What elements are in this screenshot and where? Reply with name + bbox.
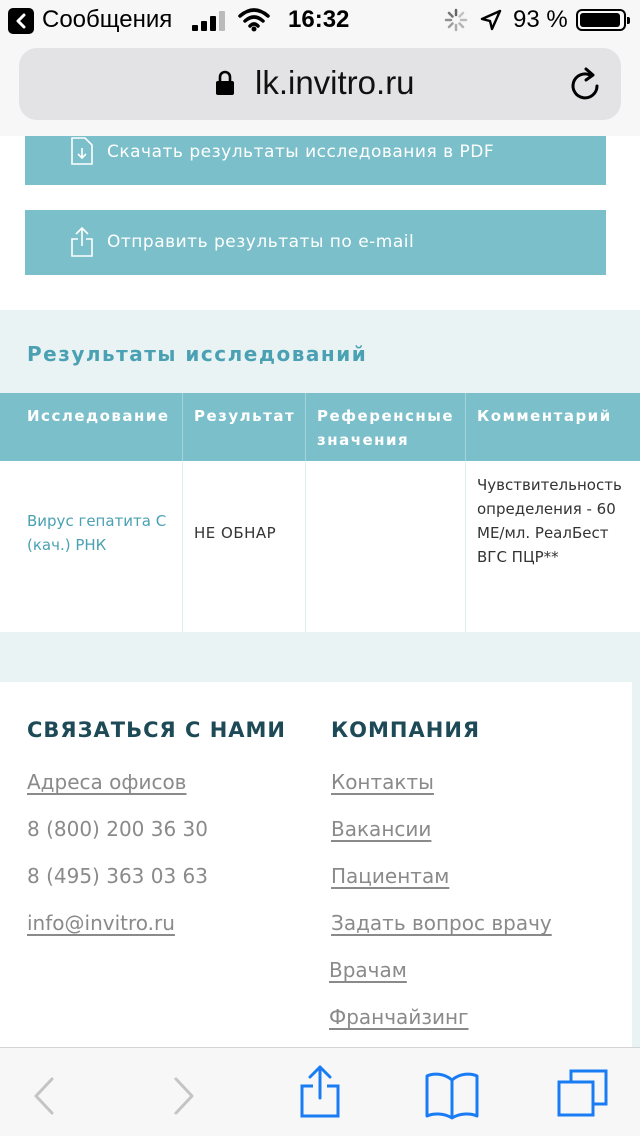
column-header: Комментарий <box>477 407 612 425</box>
lock-icon <box>215 70 235 96</box>
reload-icon[interactable] <box>569 66 603 102</box>
tabs-icon[interactable] <box>556 1068 610 1118</box>
email-link[interactable]: info@invitro.ru <box>27 911 175 935</box>
download-pdf-label: Скачать результаты исследования в PDF <box>107 142 495 162</box>
location-arrow-icon <box>480 9 502 31</box>
table-row <box>0 461 640 632</box>
patients-link[interactable]: Пациентам <box>331 864 450 888</box>
footer <box>0 682 632 1047</box>
phone-link[interactable]: 8 (495) 363 03 63 <box>27 864 209 888</box>
phone-link[interactable]: 8 (800) 200 36 30 <box>27 817 209 841</box>
browser-toolbar <box>0 1047 640 1136</box>
file-download-icon <box>69 136 95 166</box>
address-bar[interactable] <box>19 48 621 120</box>
vacancies-link[interactable]: Вакансии <box>331 817 432 841</box>
offices-link[interactable]: Адреса офисов <box>27 770 187 794</box>
share-icon[interactable] <box>298 1064 342 1118</box>
back-to-app-icon[interactable] <box>8 8 34 34</box>
clock: 16:32 <box>288 6 350 33</box>
send-email-button[interactable] <box>25 210 606 275</box>
ask-doctor-link[interactable]: Задать вопрос врачу <box>331 911 552 935</box>
franchising-link[interactable]: Франчайзинг <box>329 1005 469 1029</box>
column-header: Результат <box>183 393 306 461</box>
doctors-link[interactable]: Врачам <box>329 958 407 982</box>
share-icon <box>69 226 95 258</box>
contacts-link[interactable]: Контакты <box>331 770 434 794</box>
cellular-signal-icon <box>192 11 226 31</box>
results-table-header <box>0 393 640 461</box>
send-email-label: Отправить результаты по e-mail <box>107 232 415 252</box>
battery-percent: 93 % <box>513 6 568 33</box>
page-content <box>0 136 640 1047</box>
book-icon[interactable] <box>424 1070 480 1120</box>
battery-icon <box>576 9 626 31</box>
test-name-link[interactable]: Вирус гепатита С (кач.) РНК <box>0 461 183 632</box>
activity-spinner-icon <box>444 8 468 32</box>
contact-heading: СВЯЗАТЬСЯ С НАМИ <box>27 718 287 742</box>
wifi-icon <box>238 8 270 32</box>
actions-card <box>0 136 640 310</box>
chevron-right-icon[interactable] <box>172 1076 196 1116</box>
download-pdf-button[interactable] <box>25 136 606 185</box>
company-heading: КОМПАНИЯ <box>331 718 481 742</box>
results-title: Результаты исследований <box>27 342 368 366</box>
reference-values <box>306 461 466 632</box>
test-comment: Чувствительность определения - 60 МЕ/мл. РеалБест ВГС ПЦР** <box>477 476 622 566</box>
chevron-left-icon[interactable] <box>32 1076 56 1116</box>
column-header: Референсные значения <box>306 393 466 461</box>
column-header: Исследование <box>0 393 183 461</box>
browser-chrome <box>0 40 640 136</box>
status-bar <box>0 0 640 40</box>
back-app-label[interactable]: Сообщения <box>42 6 173 33</box>
url-text[interactable]: lk.invitro.ru <box>255 64 415 101</box>
test-result: НЕ ОБНАР <box>183 461 306 632</box>
